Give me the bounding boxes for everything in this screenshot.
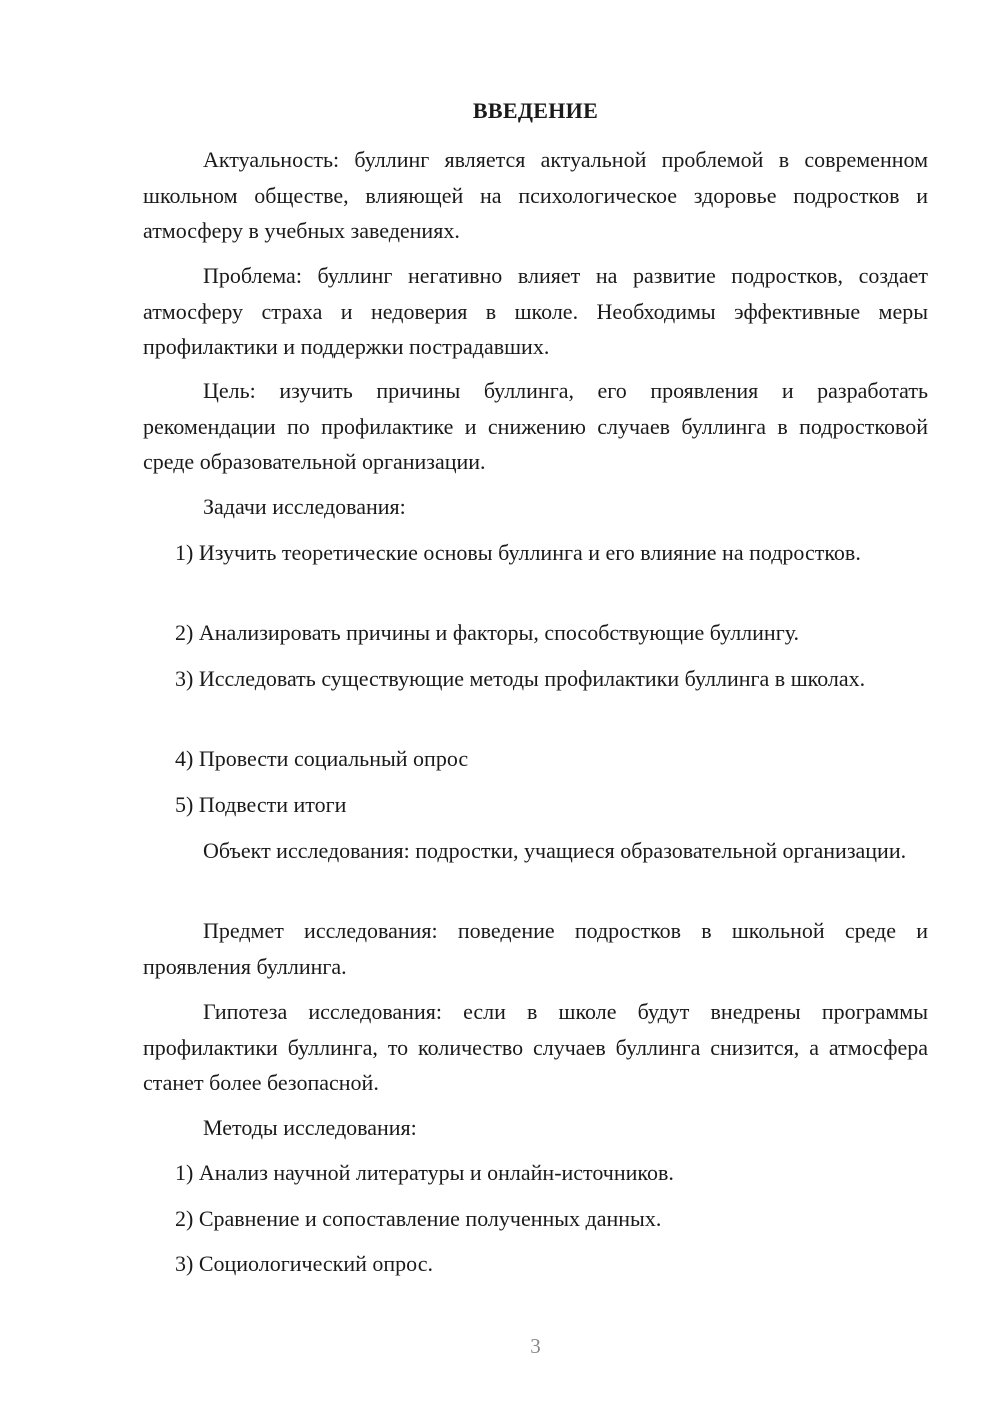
goal-paragraph: Цель: изучить причины буллинга, его проявления и разработать рекомендации по профилактике и снижению случаев буллинга в подростковой среде образовательной организации. xyxy=(143,378,928,474)
subject-paragraph: Предмет исследования: поведение подростков в школьной среде и проявления буллинга. xyxy=(143,918,928,979)
task-item: 2) Анализировать причины и факторы, способствующие буллингу. xyxy=(175,620,800,645)
page-title: ВВЕДЕНИЕ xyxy=(472,98,599,123)
task-item: 4) Провести социальный опрос xyxy=(175,746,469,771)
page-number: 3 xyxy=(530,1334,541,1358)
task-item: 1) Изучить теоретические основы буллинга и его влияние на подростков. xyxy=(175,540,861,565)
method-item: 3) Социологический опрос. xyxy=(175,1251,433,1276)
method-item: 2) Сравнение и сопоставление полученных данных. xyxy=(175,1206,662,1231)
task-item: 5) Подвести итоги xyxy=(175,792,347,817)
object-paragraph: Объект исследования: подростки, учащиеся образовательной организации. xyxy=(203,838,907,863)
document-page xyxy=(143,0,928,1414)
method-item: 1) Анализ научной литературы и онлайн-источников. xyxy=(175,1160,674,1185)
hypothesis-paragraph: Гипотеза исследования: если в школе будут внедрены программы профилактики буллинга, то количество случаев буллинга снизится, а атмосфера станет более безопасной. xyxy=(143,999,928,1095)
problem-paragraph: Проблема: буллинг негативно влияет на развитие подростков, создает атмосферу страха и недоверия в школе. Необходимы эффективные меры профилактики и поддержки пострадавших. xyxy=(143,263,928,359)
actuality-paragraph: Актуальность: буллинг является актуальной проблемой в современном школьном обществе, влияющей на психологическое здоровье подростков и атмосферу в учебных заведениях. xyxy=(143,147,928,243)
methods-heading: Методы исследования: xyxy=(203,1115,417,1140)
tasks-heading: Задачи исследования: xyxy=(203,494,406,519)
task-item: 3) Исследовать существующие методы профилактики буллинга в школах. xyxy=(175,666,866,691)
